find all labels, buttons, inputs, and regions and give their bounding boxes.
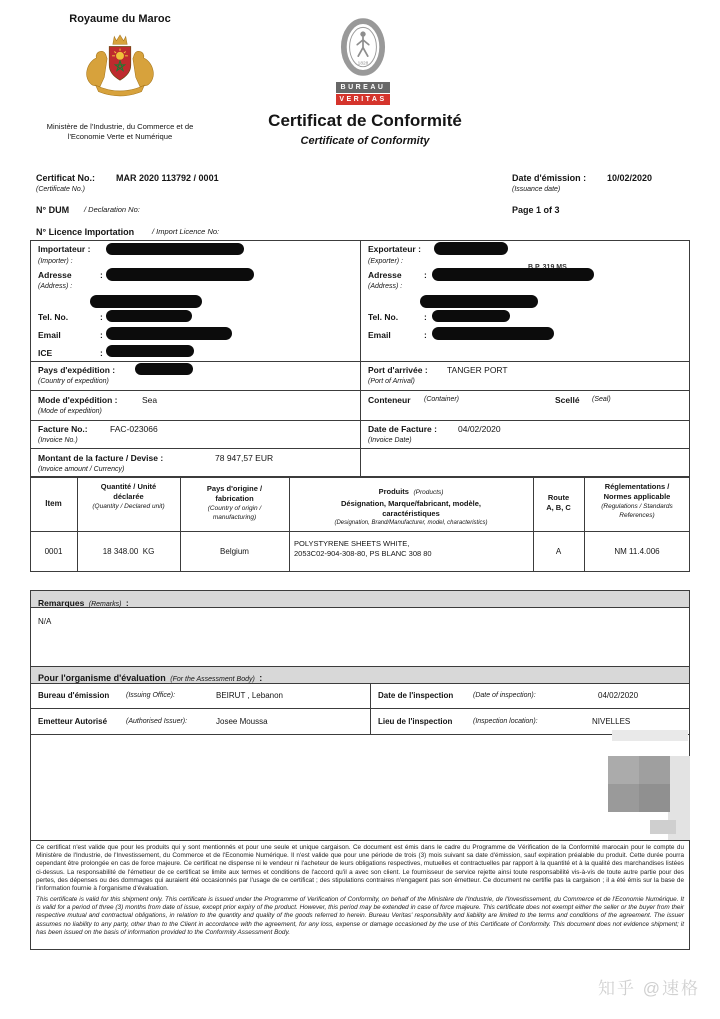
- expedition-country-sub: (Country of expedition): [38, 378, 109, 385]
- expedition-mode-sub: (Mode of expedition): [38, 408, 102, 415]
- product-row-designation: [294, 539, 530, 559]
- col-header-regulations-line2: Normes applicable: [603, 492, 671, 501]
- invoice-no-label: Facture No.:: [38, 424, 88, 434]
- invoice-no-value: FAC-023066: [110, 424, 158, 434]
- colon: :: [100, 330, 103, 340]
- col-header-route-line2: A, B, C: [546, 503, 571, 512]
- expedition-country-label: Pays d'expédition :: [38, 365, 116, 375]
- col-header-route-line1: Route: [547, 493, 570, 502]
- assessment-title-sub: (For the Assessment Body): [170, 676, 255, 683]
- colon: :: [424, 312, 427, 322]
- seal-sub: (Seal): [592, 396, 611, 403]
- grid-line: [30, 361, 690, 362]
- col-header-item: Item: [45, 499, 62, 508]
- product-row-route: A: [555, 547, 562, 556]
- expedition-mode-label: Mode d'expédition :: [38, 395, 118, 405]
- grid-line: [533, 477, 534, 572]
- watermark: 知乎 @速格: [598, 979, 700, 998]
- exporter-label: Exportateur :: [368, 244, 421, 254]
- container-sub: (Container): [424, 396, 460, 403]
- import-licence-sub: / Import Licence No:: [152, 227, 220, 236]
- col-header-origin-line1: Pays d'origine /: [206, 484, 263, 493]
- issuing-office-label: Bureau d'émission: [38, 691, 110, 700]
- redacted-exporter-address2: [420, 295, 538, 308]
- issue-date-value: 10/02/2020: [607, 173, 653, 183]
- title-french: Certificat de Conformité: [268, 111, 462, 130]
- dum-sub: / Declaration No:: [84, 205, 140, 214]
- col-header-origin-sub2: manufacturing): [212, 514, 257, 521]
- assessment-title: Pour l'organisme d'évaluation: [38, 673, 166, 683]
- issue-date-sub: (Issuance date): [512, 186, 561, 193]
- authorised-issuer-label: Emetteur Autorisé: [38, 717, 108, 726]
- bureau-wordmark: BUREAU: [336, 82, 390, 93]
- redacted-importer-name: [106, 243, 244, 255]
- redacted-importer-ice: [106, 345, 194, 357]
- issuing-office-value: BEIRUT , Lebanon: [216, 691, 284, 700]
- ministry-name: [10, 122, 230, 142]
- inspection-date-label: Date de l'inspection: [378, 691, 454, 700]
- kingdom-title: Royaume du Maroc: [69, 13, 171, 25]
- col-header-products: [290, 481, 532, 527]
- inspection-date-value: 04/02/2020: [598, 691, 639, 700]
- grid-line: [30, 448, 690, 449]
- col-header-regulations: [585, 482, 689, 520]
- authorised-issuer-value: Josee Moussa: [216, 717, 268, 726]
- inspection-date-sub: (Date of inspection):: [473, 692, 536, 699]
- remarks-content: N/A: [38, 617, 52, 626]
- products-title-fr: Produits: [378, 487, 409, 496]
- colon: :: [100, 348, 103, 358]
- certificate-no-label: Certificat No.:: [36, 173, 96, 183]
- certificate-no-value: MAR 2020 113792 / 0001: [116, 173, 219, 183]
- colon: :: [424, 270, 427, 280]
- ministry-line1: Ministère de l'Industrie, du Commerce et de: [46, 122, 194, 131]
- assessment-colon: :: [259, 673, 263, 683]
- col-header-quantity: [78, 482, 179, 511]
- container-label: Conteneur: [368, 395, 411, 405]
- exporter-sub: (Exporter) :: [368, 258, 404, 265]
- importer-label: Importateur :: [38, 244, 91, 254]
- arrival-port-sub: (Port of Arrival): [368, 378, 415, 385]
- redacted-exporter-name: [434, 242, 508, 255]
- product-row-item: 0001: [44, 547, 63, 556]
- redacted-expedition-country: [135, 363, 193, 375]
- redacted-importer-email: [106, 327, 232, 340]
- products-title-en: (Products): [413, 489, 444, 496]
- legal-text-english: This certificate is valid for this shipment only. This certificate is issued under the Programme of Verification of Conformity, on behalf of the Ministère de l'Industrie, de l'Investissement, du Commerce et de l'Economie Numérique. It is valid for a period of three (3) months from date of issue, except prior expiry of the product. However, this period may be extended in case of force majeure. This certificate does not exempt either the seller or the buyer from their respective mutual and contractual obligations, in relation to the quantity and quality of the goods referred to herein. Bureau Veritas' responsibility and liability are limited to the terms and conditions of the agreement. The issuer assumes no liability to any party, other than to the Client in accordance with the agreement, for any loss, expense or damage occasioned by the use of this Certificate of Conformity. This document does not evidence shipment; it has been issued on the basis of information provided to the Conformity Assessment Body.: [36, 896, 684, 936]
- issuing-office-sub: (Issuing Office):: [126, 692, 176, 699]
- col-header-origin-sub1: (Country of origin /: [207, 505, 262, 512]
- arrival-port-label: Port d'arrivée :: [368, 365, 428, 375]
- col-header-quantity-line2: déclarée: [113, 492, 144, 501]
- product-row-quantity: 18 348.00 KG: [102, 547, 155, 556]
- grid-line: [360, 240, 361, 477]
- remarks-title-sub: (Remarks): [88, 601, 122, 608]
- redacted-exporter-email: [432, 327, 554, 340]
- remarks-header-bar: [30, 590, 690, 608]
- seal-label: Scellé: [555, 395, 580, 405]
- product-row-origin: Belgium: [220, 547, 249, 556]
- inspection-location-sub: (Inspection location):: [473, 718, 538, 725]
- col-header-products-sub: (Designation, Brand/Manufacturer, model, characteristics): [334, 520, 488, 526]
- invoice-amount-sub: (Invoice amount / Currency): [38, 466, 125, 473]
- product-designation-line2: 2053C02-904-308-80, PS BLANC 308 80: [294, 549, 432, 558]
- grid-line: [30, 390, 690, 391]
- exporter-tel-label: Tel. No.: [368, 312, 399, 322]
- invoice-amount-label: Montant de la facture / Devise :: [38, 453, 164, 463]
- invoice-no-sub: (Invoice No.): [38, 437, 78, 444]
- morocco-coat-of-arms: [77, 26, 163, 110]
- bureau-veritas-emblem: [340, 18, 386, 78]
- exporter-address-label: Adresse: [368, 270, 402, 280]
- grid-line: [30, 708, 690, 709]
- grid-line: [30, 420, 690, 421]
- col-header-regulations-sub1: (Regulations / Standards: [601, 503, 673, 510]
- signature-redaction-pixelated: [608, 756, 670, 812]
- inspection-location-value: NIVELLES: [592, 717, 631, 726]
- importer-sub: (Importer) :: [38, 258, 73, 265]
- grid-line: [30, 531, 690, 532]
- colon: :: [100, 312, 103, 322]
- col-header-regulations-sub2: References): [619, 512, 655, 519]
- col-header-products-title: [290, 481, 532, 499]
- exporter-address-sub: (Address) :: [368, 283, 403, 290]
- redacted-importer-address2: [90, 295, 202, 308]
- veritas-wordmark: VERITAS: [336, 94, 390, 105]
- signature-area: [30, 734, 690, 841]
- colon: :: [424, 330, 427, 340]
- emblem-year: 1828: [357, 61, 369, 67]
- invoice-date-label: Date de Facture :: [368, 424, 437, 434]
- importer-email-label: Email: [38, 330, 61, 340]
- col-header-quantity-sub: (Quantity / Declared unit): [92, 503, 165, 510]
- col-header-products-line3: caractéristiques: [382, 509, 440, 518]
- arrival-port-value: TANGER PORT: [447, 365, 508, 375]
- importer-ice-label: ICE: [38, 348, 53, 358]
- redacted-exporter-tel: [432, 310, 510, 322]
- colon: :: [100, 270, 103, 280]
- invoice-amount-value: 78 947,57 EUR: [215, 453, 274, 463]
- col-header-quantity-line1: Quantité / Unité: [100, 482, 157, 491]
- page-number: Page 1 of 3: [512, 205, 560, 215]
- col-header-route: [534, 493, 583, 513]
- signature-redaction: [612, 730, 688, 741]
- importer-address-sub: (Address) :: [38, 283, 73, 290]
- importer-address-label: Adresse: [38, 270, 72, 280]
- legal-text-french: Ce certificat n'est valide que pour les produits qui y sont mentionnés et pour une seule et unique cargaison. Ce document est émis dans le cadre du Programme de Vérification de la Conformité marocain pour le compte du Ministère de l'Industrie, de l'Investissement, du Commerce et de l'Economie Numérique. Il n'est valide que pour une période de trois (3) mois suivant sa date d'émission, sauf expiration préalable du produit. Cette durée pourra cependant être prolongée en cas de force majeure. Ce certificat ne dispense ni le vendeur ni l'acheteur de leurs obligations respectives, mutuelles et contractuelles par rapport à la quantité et à la qualité des marchandises listées ci-dessus. La responsabilité de l'émetteur de ce certificat se limite aux termes et conditions de l'accord qu'il a avec son client. Le fournisseur de service rejette ainsi toute responsabilité vis-à-vis de toute autre partie pour des pertes, des dépenses ou des dommages qui auraient été occasionnés par l'usage de ce certificat ; des stipulations contraires n'engagent pas son émetteur. Ce document ne certifie pas la cargaison ; il a été émis sur la base de l'information fournie à l'organisme d'évaluation.: [36, 844, 684, 893]
- invoice-date-value: 04/02/2020: [458, 424, 501, 434]
- col-header-products-line2: Désignation, Marque/fabricant, modèle,: [340, 499, 482, 508]
- product-designation-line1: POLYSTYRENE SHEETS WHITE,: [294, 539, 410, 548]
- product-row-regulation: NM 11.4.006: [614, 547, 660, 556]
- title-english: Certificate of Conformity: [300, 135, 430, 147]
- col-header-regulations-line1: Réglementations /: [604, 482, 670, 491]
- dum-label: N° DUM: [36, 205, 70, 215]
- ministry-line2: l'Economie Verte et Numérique: [67, 132, 173, 141]
- remarks-content-box: [30, 607, 690, 667]
- exporter-email-label: Email: [368, 330, 391, 340]
- col-header-origin: [181, 484, 288, 522]
- redacted-exporter-address: [432, 268, 594, 281]
- grid-line: [370, 683, 371, 735]
- redacted-importer-tel: [106, 310, 192, 322]
- import-licence-label: N° Licence Importation: [36, 227, 135, 237]
- redacted-importer-address: [106, 268, 254, 281]
- issue-date-label: Date d'émission :: [512, 173, 587, 183]
- signature-redaction: [650, 820, 676, 834]
- inspection-location-label: Lieu de l'inspection: [378, 717, 453, 726]
- authorised-issuer-sub: (Authorised Issuer):: [126, 718, 188, 725]
- invoice-date-sub: (Invoice Date): [368, 437, 412, 444]
- col-header-origin-line2: fabrication: [215, 494, 254, 503]
- certificate-no-sub: (Certificate No.): [36, 186, 86, 193]
- remarks-title: Remarques: [38, 598, 85, 608]
- expedition-mode-value: Sea: [142, 395, 158, 405]
- remarks-colon: :: [125, 598, 129, 608]
- importer-tel-label: Tel. No.: [38, 312, 69, 322]
